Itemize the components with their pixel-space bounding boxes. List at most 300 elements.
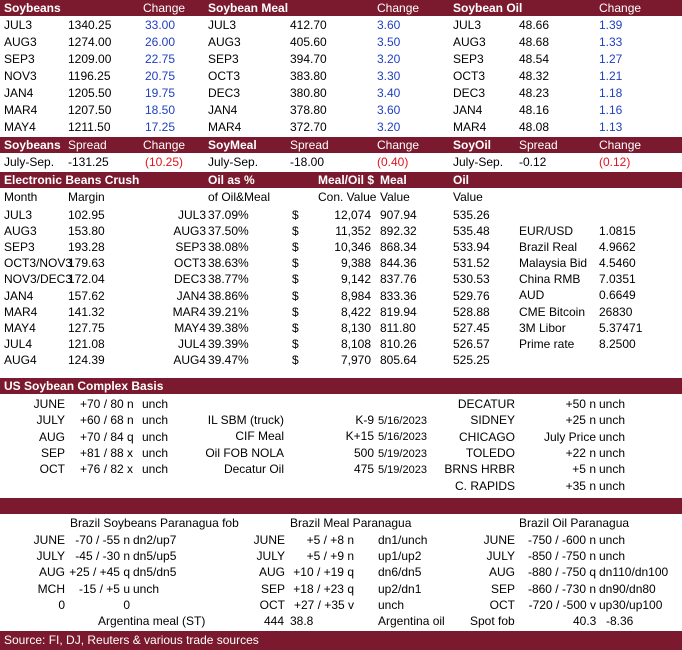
basis-location: BRNS HRBR bbox=[444, 462, 515, 477]
meal-change: 3.30 bbox=[377, 69, 401, 83]
crush-margin: 127.75 bbox=[68, 320, 105, 335]
meal-change-header: Change bbox=[377, 1, 420, 15]
brazil-meal-change: unch bbox=[378, 597, 405, 612]
crush-of-oilmeal-header: of Oil&Meal bbox=[208, 190, 271, 204]
soybeans-change: 26.00 bbox=[144, 35, 175, 49]
crush-month: AUG4 bbox=[4, 352, 37, 367]
basis-product: IL SBM (truck) bbox=[207, 413, 284, 427]
brazil-soy-month: JULY bbox=[36, 549, 65, 564]
soybeans-change: 33.00 bbox=[144, 18, 175, 32]
soybeans-header: Soybeans bbox=[4, 1, 61, 15]
soybeans-price: 1211.50 bbox=[68, 120, 111, 134]
brazil-soy-value: -70 / -55 n bbox=[75, 533, 130, 547]
soybeans-month: AUG3 bbox=[4, 35, 37, 49]
basis-product-value: 475 bbox=[353, 461, 374, 476]
crush-meal-value: 907.94 bbox=[380, 208, 417, 222]
basis-location-value: +5 n bbox=[572, 462, 596, 477]
soybeans-price: 1209.00 bbox=[68, 52, 112, 66]
crush-month-code: AUG4 bbox=[173, 352, 206, 367]
basis-value: +70 / 80 n bbox=[80, 397, 134, 411]
oil-price: 48.66 bbox=[519, 18, 550, 32]
basis-month: JULY bbox=[36, 413, 65, 428]
crush-oil-value: 531.52 bbox=[453, 256, 490, 271]
crush-margin-header: Margin bbox=[68, 190, 105, 204]
crush-oil-pct: 39.38% bbox=[208, 320, 249, 335]
source-footer bbox=[0, 631, 682, 650]
crush-oil-value: 535.48 bbox=[453, 224, 490, 239]
crush-title: Electronic Beans Crush bbox=[4, 173, 140, 187]
spread-soyoil-header: SoyOil bbox=[453, 138, 492, 152]
soybeans-month: MAY4 bbox=[4, 120, 36, 134]
crush-con-value: 8,984 bbox=[340, 288, 371, 303]
brazil-meal-month: OCT bbox=[259, 597, 285, 612]
crush-con-value: 7,970 bbox=[340, 352, 371, 367]
brazil-meal-value: +27 / +35 v bbox=[293, 597, 354, 612]
spread-cell: -131.25 bbox=[68, 155, 109, 169]
basis-location: C. RAPIDS bbox=[454, 478, 515, 493]
crush-con-value: 8,422 bbox=[340, 304, 371, 319]
soybeans-change-header: Change bbox=[143, 1, 186, 15]
spread-cell: July-Sep. bbox=[453, 155, 504, 169]
crush-month-code: MAR4 bbox=[172, 304, 206, 319]
crush-meal-value: 811.80 bbox=[380, 320, 416, 335]
brazil-meal-value: +10 / +19 q bbox=[293, 565, 354, 580]
fx-label: Prime rate bbox=[519, 336, 575, 351]
crush-month-code: AUG3 bbox=[173, 224, 206, 239]
soybeans-price: 1340.25 bbox=[68, 18, 112, 32]
meal-price: 394.70 bbox=[290, 52, 327, 66]
spread-cell: July-Sep. bbox=[4, 155, 55, 169]
crush-meal-value: 837.76 bbox=[380, 272, 417, 287]
brazil-meal-title: Brazil Meal Paranagua bbox=[290, 516, 412, 530]
basis-product: Oil FOB NOLA bbox=[205, 445, 284, 460]
crush-oil-pct: 39.39% bbox=[208, 336, 249, 351]
fx-value: 5.37471 bbox=[599, 320, 643, 335]
meal-change: 3.60 bbox=[377, 18, 401, 32]
fx-value: 1.0815 bbox=[599, 224, 636, 238]
basis-location-value: July Price bbox=[543, 429, 596, 444]
basis-product-date: 5/16/2023 bbox=[378, 415, 427, 427]
meal-price: 412.70 bbox=[290, 18, 327, 32]
fx-label: Malaysia Bid bbox=[519, 256, 588, 271]
crush-con-value: 8,130 bbox=[340, 320, 371, 335]
fx-value: 8.2500 bbox=[599, 336, 636, 351]
brazil-soy-change: dn5/dn5 bbox=[133, 565, 177, 580]
brazil-meal-month: SEP bbox=[260, 581, 285, 596]
oil-change: 1.13 bbox=[599, 120, 623, 134]
crush-meal-value: 810.26 bbox=[380, 336, 417, 351]
brazil-meal-month: JULY bbox=[256, 549, 285, 564]
brazil-meal-month: JUNE bbox=[253, 533, 285, 547]
soybeans-price: 1207.50 bbox=[68, 103, 112, 117]
crush-con-value: 8,108 bbox=[340, 336, 371, 351]
basis-change: unch bbox=[142, 445, 169, 460]
crush-oil-pct: 39.21% bbox=[208, 304, 249, 319]
crush-oil-value: 529.76 bbox=[453, 288, 490, 303]
basis-value: +60 / 68 n bbox=[80, 413, 134, 428]
crush-margin: 141.32 bbox=[68, 304, 105, 319]
brazil-oil-change: dn90/dn80 bbox=[599, 581, 656, 596]
crush-con-value: 11,352 bbox=[335, 224, 371, 239]
crush-month: JUL3 bbox=[4, 208, 33, 222]
basis-value: +81 / 88 x bbox=[80, 445, 134, 460]
brazil-oil-value: -720 / -500 v bbox=[528, 597, 596, 612]
brazil-soy-change: dn2/up7 bbox=[133, 533, 177, 547]
brazil-oil-month: JULY bbox=[486, 549, 515, 564]
brazil-soy-month: MCH bbox=[37, 581, 65, 596]
crush-margin: 193.28 bbox=[68, 240, 105, 255]
fx-label: China RMB bbox=[519, 272, 581, 287]
fx-label: AUD bbox=[519, 288, 545, 303]
brazil-soy-value: +25 / +45 q bbox=[69, 565, 130, 580]
soybeans-change: 17.25 bbox=[144, 120, 175, 134]
crush-dollar: $ bbox=[292, 256, 299, 271]
spread-cell: -18.00 bbox=[290, 155, 325, 169]
meal-month: AUG3 bbox=[208, 35, 241, 49]
crush-margin: 172.04 bbox=[68, 272, 105, 287]
spread-header-band bbox=[0, 137, 682, 153]
basis-product-date: 5/16/2023 bbox=[378, 431, 427, 444]
oil-month: AUG3 bbox=[453, 35, 486, 49]
crush-month: OCT3/NOV3 bbox=[4, 256, 73, 271]
brazil-meal-change: up1/up2 bbox=[378, 549, 422, 564]
soybean-meal-header: Soybean Meal bbox=[208, 1, 289, 15]
crush-dollar: $ bbox=[292, 304, 299, 319]
arg-meal-value: 444 bbox=[264, 614, 285, 628]
spread-soybeans-spread-header: Spread bbox=[68, 138, 107, 152]
fx-value: 0.6649 bbox=[599, 288, 636, 303]
basis-month: OCT bbox=[39, 462, 65, 477]
brazil-soy-month: 0 bbox=[58, 597, 65, 612]
brazil-oil-value: -750 / -600 n bbox=[527, 533, 596, 547]
crush-dollar: $ bbox=[292, 240, 299, 255]
brazil-soy-title: Brazil Soybeans Paranagua fob bbox=[70, 516, 239, 530]
brazil-oil-month: JUNE bbox=[483, 533, 515, 547]
oil-change: 1.21 bbox=[599, 69, 623, 83]
brazil-oil-change: unch bbox=[599, 533, 626, 547]
meal-month: OCT3 bbox=[208, 69, 241, 83]
crush-oil-pct: 38.63% bbox=[208, 256, 249, 271]
crush-month-code: JUL3 bbox=[177, 208, 206, 222]
oil-price: 48.16 bbox=[519, 103, 550, 117]
soybeans-month: JUL3 bbox=[4, 18, 33, 32]
basis-month: JUNE bbox=[33, 397, 65, 411]
crush-month-code: JAN4 bbox=[176, 288, 206, 303]
meal-price: 380.80 bbox=[290, 86, 327, 100]
basis-change: unch bbox=[142, 413, 169, 428]
oil-change: 1.16 bbox=[599, 103, 623, 117]
brazil-soy-change: unch bbox=[133, 581, 160, 596]
brazil-meal-change: dn6/dn5 bbox=[378, 565, 422, 580]
spread-soyoil-change-header: Change bbox=[599, 138, 642, 152]
crush-dollar: $ bbox=[292, 352, 299, 367]
soybeans-change: 18.50 bbox=[144, 103, 175, 117]
crush-month-code: MAY4 bbox=[174, 320, 206, 335]
crush-oil-pct: 38.86% bbox=[208, 288, 249, 303]
brazil-meal-value: +5 / +9 n bbox=[306, 549, 354, 564]
fx-label: CME Bitcoin bbox=[519, 304, 586, 319]
crush-dollar: $ bbox=[292, 208, 299, 222]
basis-header-band bbox=[0, 378, 682, 394]
spread-soybeans-change-header: Change bbox=[143, 138, 186, 152]
fx-value: 4.5460 bbox=[599, 256, 636, 271]
crush-meal-value: 844.36 bbox=[380, 256, 417, 271]
soybeans-month: SEP3 bbox=[4, 52, 35, 66]
brazil-oil-title: Brazil Oil Paranagua bbox=[519, 516, 630, 530]
brazil-soy-month: AUG bbox=[38, 565, 65, 580]
basis-location: SIDNEY bbox=[470, 413, 515, 428]
soybeans-month: JAN4 bbox=[4, 86, 34, 100]
crush-con-value: 9,388 bbox=[340, 256, 371, 271]
oil-change: 1.39 bbox=[599, 18, 623, 32]
soybeans-month: NOV3 bbox=[4, 69, 37, 83]
basis-location-change: unch bbox=[599, 462, 626, 477]
crush-oil-pct-header: Oil as % bbox=[208, 173, 255, 187]
soybeans-change: 22.75 bbox=[144, 52, 175, 66]
spread-cell: -0.12 bbox=[519, 155, 547, 169]
crush-oil-value-header: Value bbox=[453, 190, 483, 204]
crush-dollar: $ bbox=[292, 336, 299, 351]
soybeans-price: 1205.50 bbox=[68, 86, 112, 100]
meal-price: 405.60 bbox=[290, 35, 327, 49]
brazil-soy-month: JUNE bbox=[33, 533, 65, 547]
brazil-oil-change: unch bbox=[599, 549, 626, 564]
meal-month: DEC3 bbox=[208, 86, 241, 100]
basis-location-value: +25 n bbox=[565, 413, 596, 428]
crush-oil-value: 526.57 bbox=[453, 336, 490, 351]
spread-soybeans-header: Soybeans bbox=[4, 138, 61, 152]
meal-change: 3.60 bbox=[377, 103, 401, 117]
basis-location: TOLEDO bbox=[465, 445, 515, 460]
spread-change-cell: (0.12) bbox=[599, 155, 631, 169]
crush-meal-value: 819.94 bbox=[380, 304, 417, 319]
crush-margin: 124.39 bbox=[68, 352, 105, 367]
crush-month: NOV3/DEC3 bbox=[4, 272, 73, 287]
brazil-band bbox=[0, 498, 682, 514]
basis-product-date: 5/19/2023 bbox=[378, 463, 427, 476]
arg-oil-spot-label: Spot fob bbox=[470, 614, 515, 628]
oil-change: 1.27 bbox=[599, 52, 623, 66]
crush-oil-header: Oil bbox=[453, 173, 470, 187]
basis-title: US Soybean Complex Basis bbox=[4, 379, 164, 393]
crush-header-band bbox=[0, 172, 682, 188]
spread-change-cell: (0.40) bbox=[377, 155, 409, 169]
meal-price: 378.80 bbox=[290, 103, 327, 117]
crush-con-value: 10,346 bbox=[334, 240, 371, 255]
brazil-oil-change: up30/up100 bbox=[599, 597, 663, 612]
crush-month: JUL4 bbox=[4, 336, 33, 351]
spread-change-cell: (10.25) bbox=[145, 155, 184, 169]
basis-location: CHICAGO bbox=[458, 429, 515, 444]
crush-dollar: $ bbox=[292, 288, 299, 303]
brazil-meal-change: up2/dn1 bbox=[378, 581, 422, 596]
basis-location-change: unch bbox=[599, 429, 626, 444]
futures-header-band bbox=[0, 0, 682, 16]
arg-oil-value: 40.3 bbox=[573, 614, 597, 628]
soybeans-price: 1196.25 bbox=[68, 69, 111, 83]
brazil-oil-value: -850 / -750 n bbox=[527, 549, 596, 564]
crush-oil-pct: 37.09% bbox=[208, 208, 249, 222]
soybeans-change: 20.75 bbox=[144, 69, 175, 83]
brazil-oil-change: dn110/dn100 bbox=[599, 565, 669, 580]
meal-change: 3.20 bbox=[377, 120, 401, 134]
crush-month: JAN4 bbox=[4, 288, 34, 303]
oil-month: OCT3 bbox=[453, 69, 486, 83]
crush-margin: 102.95 bbox=[68, 208, 105, 222]
oil-month: DEC3 bbox=[453, 86, 486, 100]
brazil-meal-value: +18 / +23 q bbox=[293, 581, 354, 596]
soybean-oil-header: Soybean Oil bbox=[453, 1, 523, 15]
crush-margin: 121.08 bbox=[68, 336, 105, 351]
meal-change: 3.40 bbox=[377, 86, 401, 100]
crush-margin: 179.63 bbox=[68, 256, 105, 271]
crush-meal-value: 805.64 bbox=[380, 352, 417, 367]
oil-price: 48.08 bbox=[519, 120, 550, 134]
brazil-oil-month: SEP bbox=[490, 581, 515, 596]
meal-change: 3.20 bbox=[377, 52, 401, 66]
soybeans-month: MAR4 bbox=[4, 103, 38, 117]
brazil-oil-month: AUG bbox=[488, 565, 515, 580]
spread-soymeal-spread-header: Spread bbox=[290, 138, 329, 152]
crush-oil-value: 535.26 bbox=[453, 208, 490, 222]
oil-month: JAN4 bbox=[453, 103, 483, 117]
meal-price: 372.70 bbox=[290, 120, 327, 134]
brazil-soy-value: -45 / -30 n bbox=[75, 549, 130, 564]
crush-margin: 157.62 bbox=[68, 288, 105, 303]
fx-value: 26830 bbox=[599, 304, 633, 319]
basis-change: unch bbox=[142, 397, 169, 411]
fx-value: 4.9662 bbox=[599, 240, 636, 255]
fx-label: 3M Libor bbox=[519, 320, 566, 335]
brazil-soy-change: dn5/up5 bbox=[133, 549, 177, 564]
basis-change: unch bbox=[142, 429, 169, 444]
crush-oil-pct: 39.47% bbox=[208, 352, 249, 367]
basis-change: unch bbox=[142, 462, 169, 477]
soybeans-change: 19.75 bbox=[144, 86, 175, 100]
basis-location-change: unch bbox=[599, 478, 626, 493]
soybeans-price: 1274.00 bbox=[68, 35, 112, 49]
basis-location-change: unch bbox=[599, 397, 626, 411]
meal-month: JAN4 bbox=[208, 103, 238, 117]
crush-meal-value-header: Value bbox=[380, 190, 410, 204]
crush-meal-value: 833.36 bbox=[380, 288, 417, 303]
crush-dollar: $ bbox=[292, 272, 299, 287]
oil-month: JUL3 bbox=[453, 18, 482, 32]
oil-change: 1.18 bbox=[599, 86, 623, 100]
basis-location-value: +35 n bbox=[565, 478, 596, 493]
oil-price: 48.68 bbox=[519, 35, 550, 49]
crush-month: AUG3 bbox=[4, 224, 37, 239]
oil-price: 48.54 bbox=[519, 52, 550, 66]
crush-oil-pct: 37.50% bbox=[208, 224, 249, 239]
brazil-meal-month: AUG bbox=[258, 565, 285, 580]
basis-product: CIF Meal bbox=[235, 429, 284, 444]
fx-value: 7.0351 bbox=[599, 272, 636, 287]
spread-soymeal-change-header: Change bbox=[377, 138, 420, 152]
crush-oil-value: 525.25 bbox=[453, 352, 490, 367]
crush-margin: 153.80 bbox=[68, 224, 105, 239]
crush-oil-value: 533.94 bbox=[453, 240, 490, 255]
crush-meal-oil-header: Meal/Oil $ bbox=[318, 173, 375, 187]
oil-change: 1.33 bbox=[599, 35, 623, 49]
meal-month: MAR4 bbox=[208, 120, 242, 134]
crush-month-header: Month bbox=[4, 190, 38, 204]
basis-product-value: K-9 bbox=[355, 413, 374, 427]
basis-month: SEP bbox=[40, 445, 65, 460]
basis-product: Decatur Oil bbox=[223, 461, 284, 476]
crush-oil-value: 530.53 bbox=[453, 272, 490, 287]
crush-oil-pct: 38.77% bbox=[208, 272, 249, 287]
basis-location-change: unch bbox=[599, 445, 626, 460]
crush-dollar: $ bbox=[292, 320, 299, 335]
crush-dollar: $ bbox=[292, 224, 299, 239]
arg-meal-label: Argentina meal (ST) bbox=[98, 614, 206, 628]
oil-month: MAR4 bbox=[453, 120, 487, 134]
crush-month-code: OCT3 bbox=[173, 256, 206, 271]
basis-location-value: +22 n bbox=[565, 445, 596, 460]
basis-location: DECATUR bbox=[457, 397, 515, 411]
brazil-meal-change: dn1/unch bbox=[378, 533, 428, 547]
crush-con-value: 9,142 bbox=[340, 272, 371, 287]
basis-month: AUG bbox=[38, 429, 65, 444]
meal-change: 3.50 bbox=[377, 35, 401, 49]
crush-month-code: DEC3 bbox=[173, 272, 206, 287]
oil-price: 48.32 bbox=[519, 69, 550, 83]
source-text: Source: FI, DJ, Reuters & various trade sources bbox=[4, 633, 259, 647]
crush-con-value-header: Con. Value bbox=[318, 190, 377, 204]
crush-month: SEP3 bbox=[4, 240, 35, 255]
brazil-soy-value: 0 bbox=[123, 597, 130, 612]
meal-price: 383.80 bbox=[290, 69, 327, 83]
fx-label: EUR/USD bbox=[519, 224, 574, 238]
basis-product-value: K+15 bbox=[345, 429, 374, 444]
crush-con-value: 12,074 bbox=[334, 208, 371, 222]
basis-value: +76 / 82 x bbox=[80, 462, 134, 477]
crush-month-code: JUL4 bbox=[177, 336, 206, 351]
crush-meal-header: Meal bbox=[380, 173, 407, 187]
brazil-oil-value: -880 / -750 q bbox=[527, 565, 596, 580]
basis-location-change: unch bbox=[599, 413, 626, 428]
oil-price: 48.23 bbox=[519, 86, 550, 100]
brazil-soy-value: -15 / +5 u bbox=[78, 581, 130, 596]
meal-month: SEP3 bbox=[208, 52, 239, 66]
brazil-oil-month: OCT bbox=[489, 597, 515, 612]
arg-oil-change: -8.36 bbox=[606, 614, 634, 628]
spread-soyoil-spread-header: Spread bbox=[519, 138, 558, 152]
oil-change-header: Change bbox=[599, 1, 642, 15]
oil-month: SEP3 bbox=[453, 52, 484, 66]
crush-meal-value: 892.32 bbox=[380, 224, 417, 239]
crush-month-code: SEP3 bbox=[175, 240, 206, 255]
spread-cell: July-Sep. bbox=[208, 155, 259, 169]
fx-label: Brazil Real bbox=[519, 240, 578, 255]
crush-oil-value: 528.88 bbox=[453, 304, 490, 319]
basis-location-value: +50 n bbox=[565, 397, 596, 411]
meal-month: JUL3 bbox=[208, 18, 237, 32]
basis-value: +70 / 84 q bbox=[80, 429, 134, 444]
crush-month: MAR4 bbox=[4, 304, 38, 319]
spread-soymeal-header: SoyMeal bbox=[208, 138, 257, 152]
arg-oil-label: Argentina oil bbox=[378, 614, 445, 628]
brazil-oil-value: -860 / -730 n bbox=[527, 581, 596, 596]
brazil-meal-value: +5 / +8 n bbox=[306, 533, 354, 547]
crush-oil-pct: 38.08% bbox=[208, 240, 249, 255]
crush-meal-value: 868.34 bbox=[380, 240, 417, 255]
basis-product-date: 5/19/2023 bbox=[378, 447, 427, 460]
arg-meal-change: 38.8 bbox=[290, 614, 314, 628]
crush-month: MAY4 bbox=[4, 320, 36, 335]
basis-product-value: 500 bbox=[353, 445, 374, 460]
